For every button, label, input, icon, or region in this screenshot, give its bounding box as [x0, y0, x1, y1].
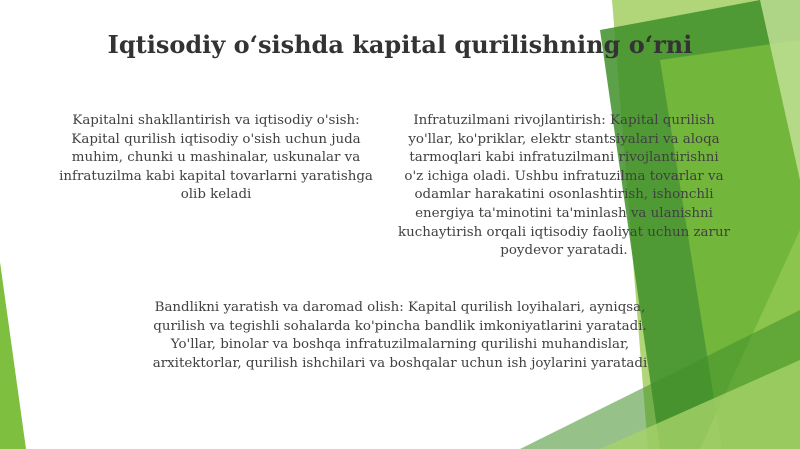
text-block-capital-formation: Kapitalni shakllantirish va iqtisodiy o'sish: Kapital qurilish iqtisodiy o'sish uchun juda muhim, chunki u mashinalar, uskunalar va infratuzilma kabi kapital tovarlarni yaratishga olib keladi [59, 113, 373, 203]
left-green-triangle [0, 262, 26, 449]
slide-title: Iqtisodiy o‘sishda kapital qurilishning o‘rni [107, 30, 693, 59]
text-block-employment: Bandlikni yaratish va daromad olish: Kapital qurilish loyihalari, ayniqsa, qurilish va tegishli sohalarda ko'pincha bandlik imkoniyatlarini yaratadi. Yo'llar, binolar va boshqa infratuzilmalarning qurilishi muhandislar, arxitektorlar, qurilish ishchilari va boshqalar uchun ish joylarini yaratadi [152, 300, 648, 371]
text-block-infrastructure: Infratuzilmani rivojlantirish: Kapital qurilish yo'llar, ko'priklar, elektr stantsiyalari va aloqa tarmoqlari kabi infratuzilmani rivojlantirishni o'z ichiga oladi. Ushbu infratuzilma tovarlar va odamlar harakatini osonlashtirish, ishonchli energiya ta'minotini ta'minlash va ulanishni kuchaytirish orqali iqtisodiy faoliyat uchun zarur poydevor yaratadi. [398, 113, 730, 259]
